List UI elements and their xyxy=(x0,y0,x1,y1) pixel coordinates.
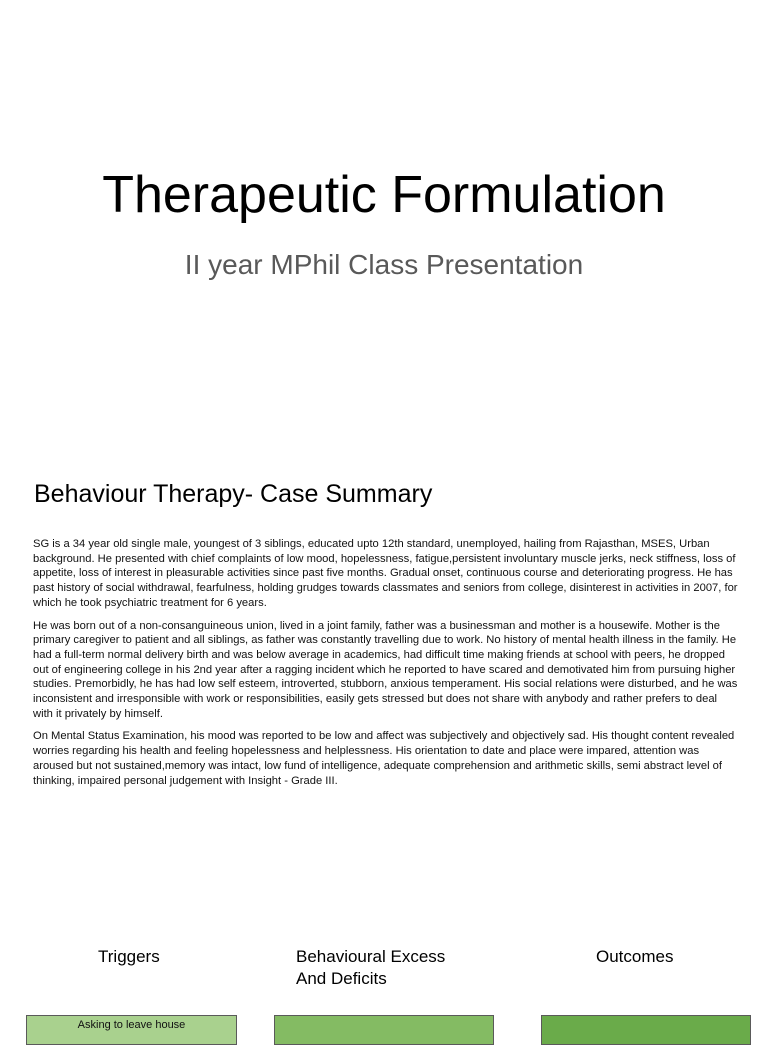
triggers-heading: Triggers xyxy=(98,947,160,966)
behaviour-box xyxy=(274,1015,494,1045)
triggers-box-text: Asking to leave house xyxy=(77,1019,186,1031)
presentation-subtitle: II year MPhil Class Presentation xyxy=(184,249,584,280)
case-summary-paragraph: He was born out of a non-consanguineous union, lived in a joint family, father was a businessman and mother is a housewife. Mother is the primary caregiver to patient and all siblings, as father was constantly travelling due to work. No history of mental health illness in the family. He had a full-term normal delivery birth and was below average in academics, had difficult time making friends at school with peers, he dropped out of engineering college in his 2nd year after a ragging incident which he reported to have scared and demotivated him from pursuing higher studies. Premorbidly, he has had low self esteem, introverted, stubborn, anxious temperament. His social relations were disturbed, and he was inconsistent and irresponsible with work or responsibilities, easily gets stressed but does not share with anybody and rather prefers to deal with it privately by himself. xyxy=(33,619,738,720)
case-summary-paragraph: On Mental Status Examination, his mood was reported to be low and affect was subjectively and objectively sad. His thought content revealed worries regarding his health and feeling hopelessness and helplessness. His orientation to date and place were impared, attention was aroused but not sustained,memory was intact, low fund of intelligence, adequate comprehension and arithmetic skills, semi abstract level of thinking, impaired personal judgement with Insight - Grade III. xyxy=(33,730,735,787)
outcomes-heading: Outcomes xyxy=(596,947,674,966)
formulation-slide xyxy=(0,875,768,1031)
behaviour-heading: Behavioural Excess And Deficits xyxy=(296,947,446,988)
outcomes-box xyxy=(541,1015,751,1045)
triggers-box xyxy=(26,1015,237,1045)
title-slide xyxy=(0,0,768,435)
case-summary-paragraph: SG is a 34 year old single male, youngest of 3 siblings, educated upto 12th standard, unemployed, hailing from Rajasthan, MSES, Urban background. He presented with chief complaints of low mood, hopelessness, fatigue,persistent involuntary muscle jerks, neck stiffness, loss of appetite, loss of interest in pleasurable activities since past five months. Gradual onset, continuous course and deteriorating progress. He has past history of social withdrawal, fearfulness, holding grudges towards classmates and seniors from college, disinterest in activities in 2007, for which he took psychiatric treatment for 6 years. xyxy=(33,538,738,609)
case-summary-body xyxy=(33,537,738,796)
case-summary-slide xyxy=(0,435,768,875)
case-summary-heading: Behaviour Therapy- Case Summary xyxy=(34,480,433,508)
presentation-title: Therapeutic Formulation xyxy=(102,166,666,224)
